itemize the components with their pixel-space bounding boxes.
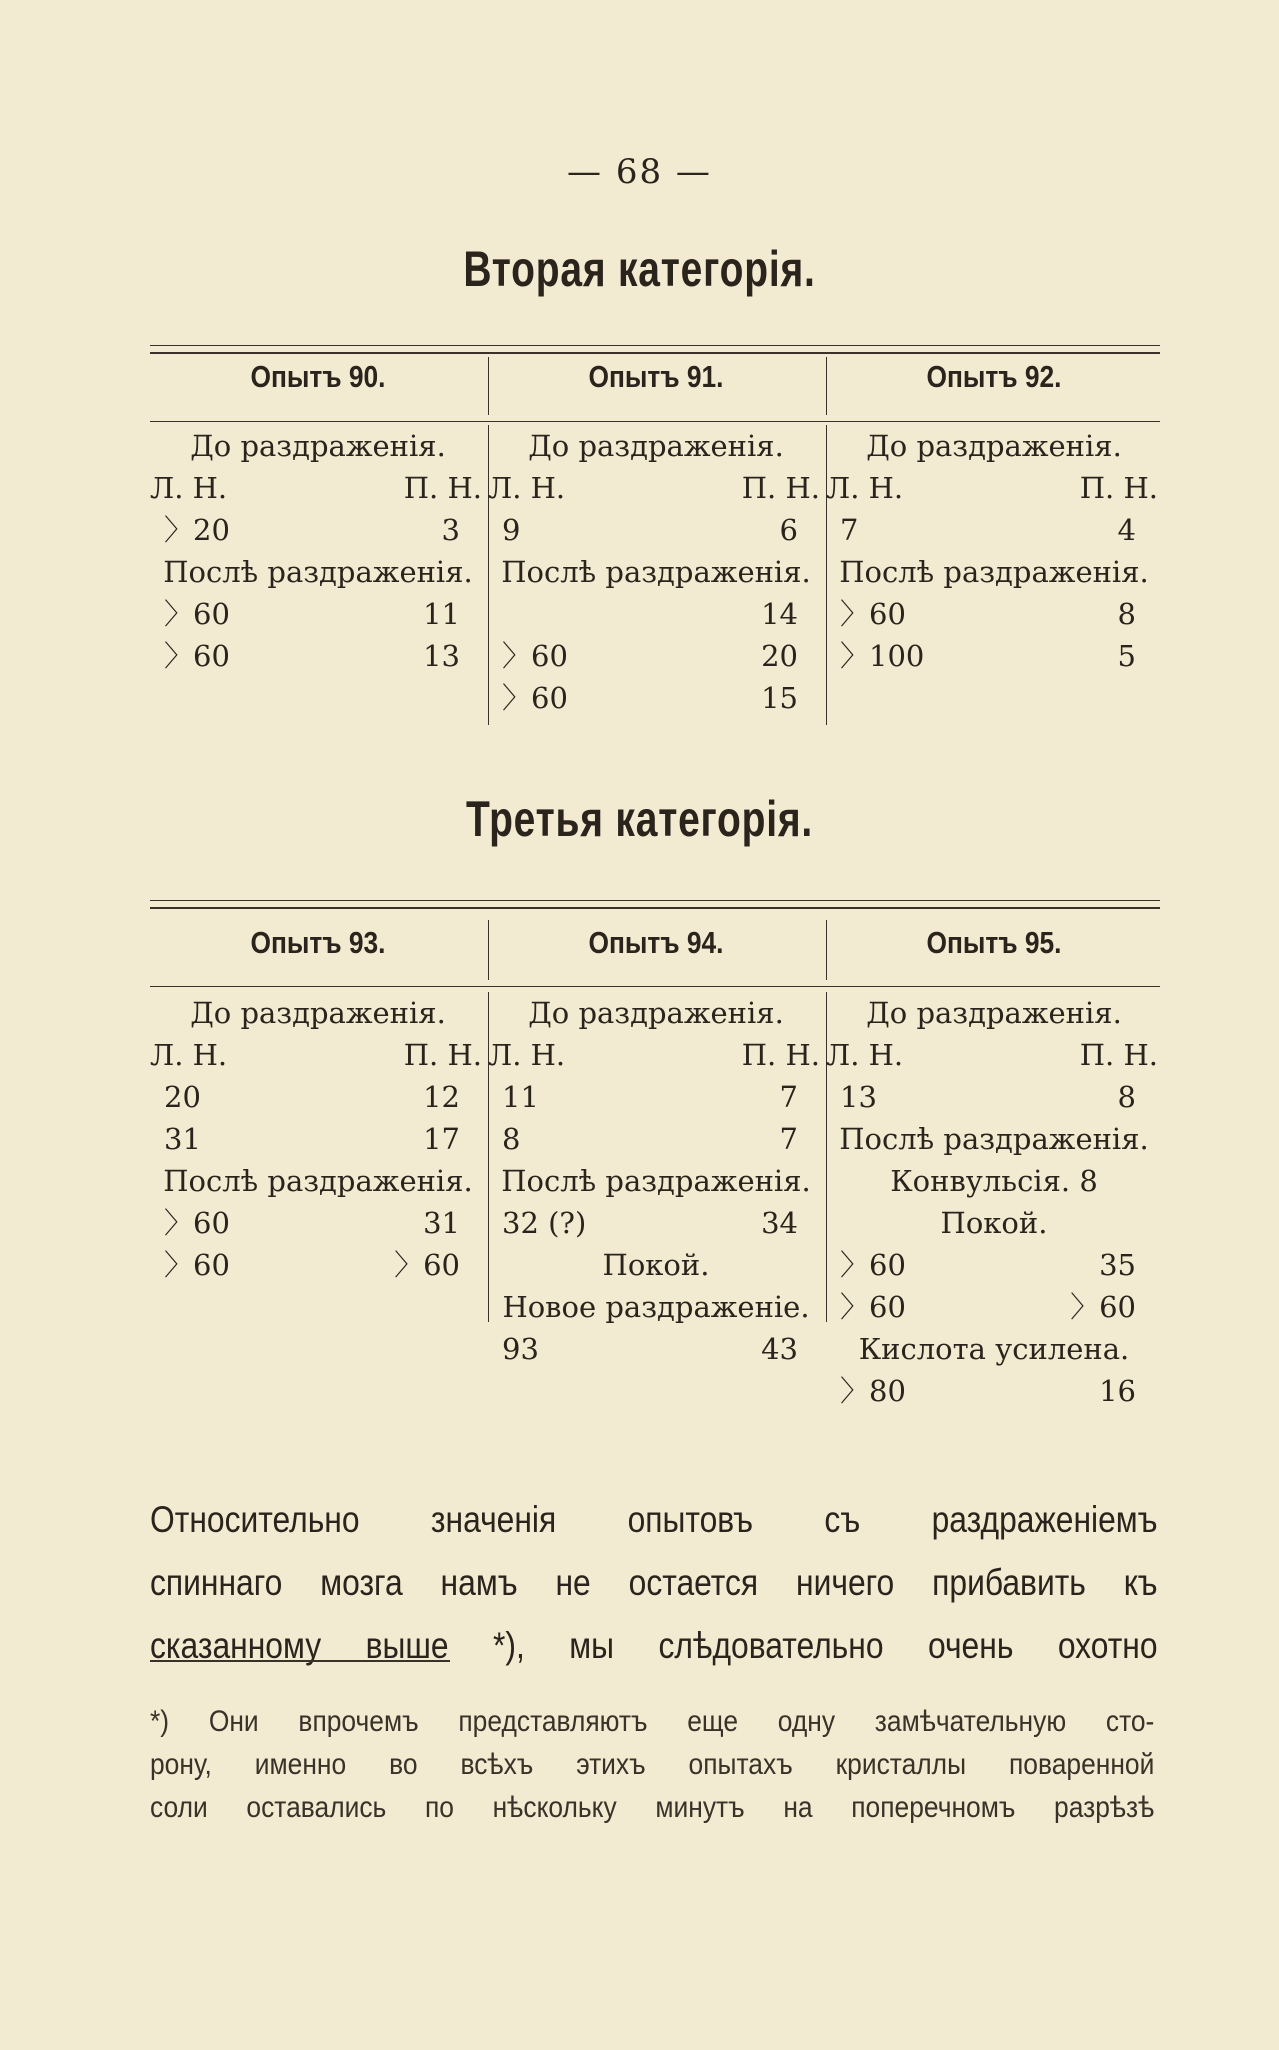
- right-value: 14: [761, 597, 798, 631]
- right-value: 17: [423, 1122, 460, 1156]
- left-value: 〉60: [840, 1248, 906, 1282]
- right-nerve-label: П. Н.: [1079, 471, 1158, 505]
- left-value: 〉80: [840, 1374, 906, 1408]
- before-label: До раздраженія.: [190, 429, 446, 463]
- left-value: 13: [840, 1080, 877, 1114]
- right-value: 34: [761, 1206, 798, 1240]
- right-value: 5: [1117, 639, 1136, 673]
- value-row: [488, 1118, 824, 1160]
- experiment-body: [488, 425, 824, 719]
- value-row: [488, 635, 824, 677]
- left-value: 〉100: [840, 639, 925, 673]
- right-value: 35: [1099, 1248, 1136, 1282]
- experiment-title: Опытъ 92.: [926, 359, 1062, 394]
- value-row: [150, 1244, 486, 1286]
- left-value: 〉60: [164, 597, 230, 631]
- left-value: 〉60: [164, 1206, 230, 1240]
- right-nerve-label: П. Н.: [741, 471, 820, 505]
- nerve-labels: [150, 1034, 486, 1076]
- footnote-line: рону, именно во всѣхъ этихъ опытахъ кристаллы поваренной: [150, 1748, 1155, 1781]
- right-value: 13: [423, 639, 460, 673]
- left-nerve-label: Л. Н.: [150, 471, 228, 505]
- body-paragraph: [150, 1488, 1160, 1677]
- left-nerve-label: Л. Н.: [826, 1038, 904, 1072]
- footnote-line: соли оставались по нѣскольку минутъ на поперечномъ разрѣзѣ: [150, 1791, 1155, 1824]
- experiment-note: До раздраженія.: [866, 996, 1122, 1030]
- left-value: 8: [502, 1122, 521, 1156]
- experiment-title: Опытъ 94.: [588, 925, 724, 960]
- value-row: [826, 1244, 1162, 1286]
- left-nerve-label: Л. Н.: [150, 1038, 228, 1072]
- experiment-note: До раздраженія.: [190, 996, 446, 1030]
- left-nerve-label: Л. Н.: [488, 471, 566, 505]
- right-value: 4: [1117, 513, 1136, 547]
- value-row: [150, 1118, 486, 1160]
- experiment-note: До раздраженія.: [528, 996, 784, 1030]
- column-divider: [488, 920, 489, 980]
- column-divider: [488, 357, 489, 415]
- experiment-note: Послѣ раздраженія.: [163, 1164, 473, 1198]
- value-row: [150, 635, 486, 677]
- value-row: [150, 1076, 486, 1118]
- nerve-labels: [826, 1034, 1162, 1076]
- table-rule: [150, 345, 1160, 346]
- section-heading-second-category: Вторая категорія.: [463, 241, 816, 297]
- nerve-labels: [488, 467, 824, 509]
- right-nerve-label: П. Н.: [1079, 1038, 1158, 1072]
- paragraph-line: спиннаго мозга намъ не остается ничего прибавить къ: [150, 1562, 1158, 1603]
- after-label: Послѣ раздраженія.: [839, 555, 1149, 589]
- right-nerve-label: П. Н.: [741, 1038, 820, 1072]
- value-row: [150, 1202, 486, 1244]
- experiment-note: Послѣ раздраженія.: [501, 1164, 811, 1198]
- table-rule: [150, 907, 1160, 909]
- right-value: 8: [1117, 1080, 1136, 1114]
- experiment-body: [488, 992, 824, 1370]
- experiment-title: Опытъ 95.: [926, 925, 1062, 960]
- value-row: [826, 593, 1162, 635]
- experiment-note: Покой.: [602, 1248, 710, 1282]
- experiment-table-third-category: [150, 900, 1160, 1430]
- right-value: 15: [761, 681, 798, 715]
- experiment-note: Новое раздраженіе.: [502, 1290, 810, 1324]
- value-row: [826, 1370, 1162, 1412]
- value-row: [826, 509, 1162, 551]
- experiment-title: Опытъ 91.: [588, 359, 724, 394]
- column-divider: [826, 357, 827, 415]
- left-value: 93: [502, 1332, 539, 1366]
- left-value: 31: [164, 1122, 201, 1156]
- footnote-rule: [150, 1660, 450, 1662]
- footnote-line: *) Они впрочемъ представляютъ еще одну замѣчательную сто-: [150, 1705, 1155, 1738]
- value-row: [826, 1286, 1162, 1328]
- experiment-body: [150, 425, 486, 677]
- paragraph-line: сказанному выше *), мы слѣдовательно очень охотно: [150, 1625, 1158, 1666]
- right-value: 8: [1117, 597, 1136, 631]
- left-value: 〉60: [502, 681, 568, 715]
- nerve-labels: [150, 467, 486, 509]
- experiment-note: Покой.: [940, 1206, 1048, 1240]
- right-value: 12: [423, 1080, 460, 1114]
- before-label: До раздраженія.: [528, 429, 784, 463]
- value-row: [488, 509, 824, 551]
- left-value: 〉60: [502, 639, 568, 673]
- right-value: 6: [779, 513, 798, 547]
- experiment-title: Опытъ 90.: [250, 359, 386, 394]
- experiment-note: Конвульсія. 8: [890, 1164, 1098, 1198]
- right-nerve-label: П. Н.: [403, 471, 482, 505]
- right-value: 7: [779, 1080, 798, 1114]
- section-heading-third-category: Третья категорія.: [465, 791, 814, 847]
- value-row: [826, 1076, 1162, 1118]
- page-number: — 68 —: [567, 152, 712, 192]
- value-row: [150, 593, 486, 635]
- before-label: До раздраженія.: [866, 429, 1122, 463]
- experiment-body: [826, 992, 1162, 1412]
- nerve-labels: [488, 1034, 824, 1076]
- paragraph-line: Относительно значенія опытовъ съ раздраженіемъ: [150, 1499, 1158, 1540]
- right-value: 20: [761, 639, 798, 673]
- right-value: 43: [761, 1332, 798, 1366]
- nerve-labels: [826, 467, 1162, 509]
- left-value: 〉60: [840, 1290, 906, 1324]
- experiment-body: [826, 425, 1162, 677]
- right-value: 〉60: [1070, 1290, 1136, 1324]
- right-value: 16: [1099, 1374, 1136, 1408]
- right-nerve-label: П. Н.: [403, 1038, 482, 1072]
- experiment-note: Кислота усилена.: [858, 1332, 1130, 1366]
- experiment-title: Опытъ 93.: [250, 925, 386, 960]
- value-row: [826, 635, 1162, 677]
- left-value: 〉60: [840, 597, 906, 631]
- right-value: 11: [423, 597, 460, 631]
- right-value: 3: [441, 513, 460, 547]
- value-row: [488, 1328, 824, 1370]
- column-divider: [826, 920, 827, 980]
- right-value: 31: [423, 1206, 460, 1240]
- experiment-note: Послѣ раздраженія.: [839, 1122, 1149, 1156]
- table-rule: [150, 900, 1160, 901]
- left-value: 9: [502, 513, 521, 547]
- after-label: Послѣ раздраженія.: [501, 555, 811, 589]
- value-row: [488, 1076, 824, 1118]
- experiment-table-second-category: [150, 345, 1160, 735]
- left-value: 20: [164, 1080, 201, 1114]
- left-nerve-label: Л. Н.: [488, 1038, 566, 1072]
- table-rule: [150, 986, 1160, 987]
- left-value: 〉60: [164, 1248, 230, 1282]
- left-value: 〉20: [164, 513, 230, 547]
- value-row: [488, 1202, 824, 1244]
- right-value: 〉60: [394, 1248, 460, 1282]
- value-row: [488, 593, 824, 635]
- table-rule: [150, 421, 1160, 422]
- table-rule: [150, 352, 1160, 354]
- footnote: [150, 1700, 1160, 1829]
- left-value: 7: [840, 513, 859, 547]
- experiment-body: [150, 992, 486, 1286]
- left-value: 11: [502, 1080, 539, 1114]
- value-row: [488, 677, 824, 719]
- after-label: Послѣ раздраженія.: [163, 555, 473, 589]
- left-value: 〉60: [164, 639, 230, 673]
- left-value: 32 (?): [502, 1206, 587, 1240]
- right-value: 7: [779, 1122, 798, 1156]
- left-nerve-label: Л. Н.: [826, 471, 904, 505]
- value-row: [150, 509, 486, 551]
